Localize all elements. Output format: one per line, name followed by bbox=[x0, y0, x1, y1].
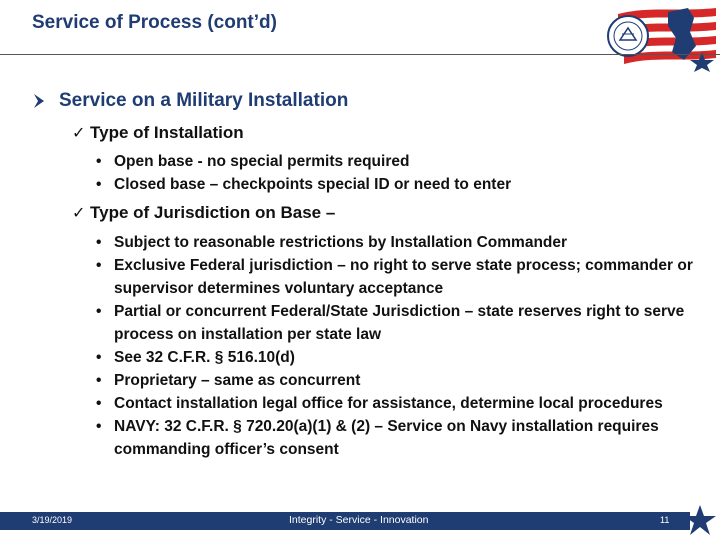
list-item: • Proprietary – same as concurrent bbox=[96, 369, 696, 392]
list-item: • See 32 C.F.R. § 516.10(d) bbox=[96, 346, 696, 369]
footer-date: 3/19/2019 bbox=[32, 515, 73, 525]
bullet-list bbox=[96, 150, 696, 196]
list-item: • Contact installation legal office for assistance, determine local procedures bbox=[96, 392, 696, 415]
checkmark-icon: ✓ bbox=[72, 205, 86, 222]
dot-bullet-icon: • bbox=[96, 349, 102, 366]
section-heading bbox=[72, 203, 335, 223]
page-number: 11 bbox=[660, 515, 670, 525]
footer-tagline: Integrity - Service - Innovation bbox=[289, 514, 429, 526]
checkmark-icon: ✓ bbox=[72, 125, 86, 142]
list-item: • Exclusive Federal jurisdiction – no right to serve state process; commander or supervisor determines voluntary acceptance bbox=[96, 254, 696, 300]
heading-text: Service on a Military Installation bbox=[59, 90, 349, 111]
section-heading bbox=[72, 123, 244, 143]
list-item: • NAVY: 32 C.F.R. § 720.20(a)(1) & (2) – Service on Navy installation requires commanding officer’s consent bbox=[96, 415, 696, 461]
seal-flag-logo-icon bbox=[598, 2, 720, 72]
star-icon bbox=[683, 504, 717, 536]
title-divider bbox=[0, 54, 720, 55]
list-item: • Subject to reasonable restrictions by Installation Commander bbox=[96, 231, 696, 254]
dot-bullet-icon: • bbox=[96, 395, 102, 412]
bullet-list bbox=[96, 231, 696, 461]
main-heading bbox=[30, 90, 348, 112]
footer bbox=[0, 512, 720, 530]
dot-bullet-icon: • bbox=[96, 153, 102, 170]
list-item: • Partial or concurrent Federal/State Jurisdiction – state reserves right to serve process on installation per state law bbox=[96, 300, 696, 346]
section-label: Type of Installation bbox=[90, 123, 244, 142]
dot-bullet-icon: • bbox=[96, 303, 102, 320]
page-title: Service of Process (cont’d) bbox=[32, 12, 277, 33]
dot-bullet-icon: • bbox=[96, 418, 102, 435]
dot-bullet-icon: • bbox=[96, 234, 102, 251]
section-label: Type of Jurisdiction on Base – bbox=[90, 203, 336, 222]
list-item: • Open base - no special permits required bbox=[96, 150, 696, 173]
dot-bullet-icon: • bbox=[96, 257, 102, 274]
triangle-bullet-icon bbox=[30, 92, 50, 110]
dot-bullet-icon: • bbox=[96, 176, 102, 193]
dot-bullet-icon: • bbox=[96, 372, 102, 389]
list-item: • Closed base – checkpoints special ID or need to enter bbox=[96, 173, 696, 196]
